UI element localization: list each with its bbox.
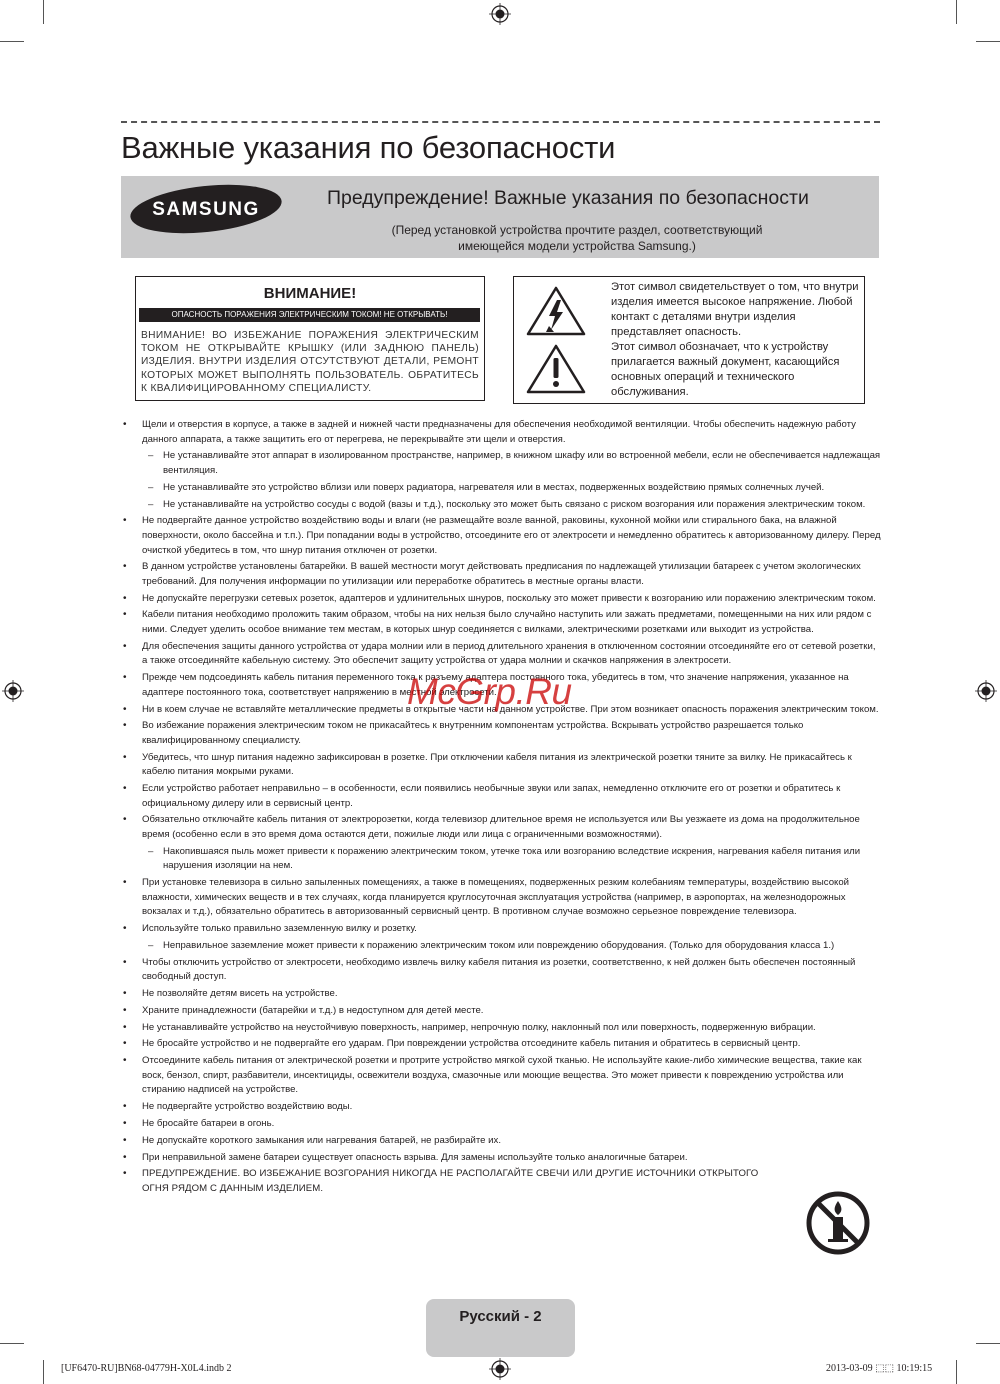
list-item: • Обязательно отключайте кабель питания от электророзетки, когда телевизор длительное время не используется или Вы уезжаете из дома на продолжительное время (особенно если в это время дома остаются дети, пожилые люди или лица с ограниченными возможностями). [121, 813, 881, 842]
list-item: • Во избежание поражения электрическим током не прикасайтесь к внутренним компонентам устройства. Вскрывать устройство разрешается только квалифицированному специалисту. [121, 719, 881, 748]
exclamation-symbol-description: Этот символ обозначает, что к устройству прилагается важный документ, касающийся основных операций и технического обслуживания. [611, 341, 840, 398]
caution-box [135, 276, 485, 401]
list-item: • Ни в коем случае не вставляйте металлические предметы в открытые части на данном устройстве. При этом возникает опасность поражения электрическим током. [121, 703, 881, 718]
no-open-flame-icon [806, 1191, 870, 1255]
sub-list-item: – Накопившаяся пыль может привести к поражению электрическим током, утечке тока или возгоранию вследствие искрения, нагревания кабеля питания или нарушения изоляции на нем. [121, 845, 881, 874]
page-number-tab [426, 1299, 575, 1357]
list-item: • Не устанавливайте устройство на неустойчивую поверхность, например, непрочную полку, наклонный пол или поверхность, подверженную вибрации. [121, 1021, 881, 1036]
watermark: McGrp.Ru [407, 671, 572, 712]
crop-mark [956, 1360, 957, 1384]
list-item: • Храните принадлежности (батарейки и т.д.) в недоступном для детей месте. [121, 1004, 881, 1019]
list-item: • Не бросайте батареи в огонь. [121, 1117, 881, 1132]
registration-mark-icon [489, 1358, 511, 1380]
title-divider [121, 121, 880, 123]
warning-symbols [524, 282, 588, 400]
list-item: • Чтобы отключить устройство от электросети, необходимо извлечь вилку кабеля питания из розетки, соответственно, к ней должен быть обеспечен постоянный свободный доступ. [121, 956, 881, 985]
sub-list-item: – Неправильное заземление может привести к поражению электрическим током или повреждению оборудования. (Только для оборудования класса 1.) [121, 939, 881, 954]
list-item: • Не подвергайте данное устройство воздействию воды и влаги (не размещайте возле ванной, раковины, кухонной мойки или стирального бака, на влажной поверхности, около бассейна и т.п.). При попадании воды в устройство, отсоедините его от электросети и немедленно обратитесь к авторизованному дилеру. Перед очисткой убедитесь в том, что шнур питания отключен от розетки. [121, 514, 881, 558]
samsung-logo [129, 184, 283, 234]
crop-mark [43, 0, 44, 24]
list-item: • Щели и отверстия в корпусе, а также в задней и нижней части предназначены для обеспечения необходимой вентиляции. Чтобы обеспечить надежную работу данного аппарата, а также защитить его от перегрева, не перекрывайте эти щели и отверстия. [121, 418, 881, 447]
sub-list-item: – Не устанавливайте этот аппарат в изолированном пространстве, например, в книжном шкафу или во встроенной мебели, если не обеспечивается надлежащая вентиляция. [121, 449, 881, 478]
registration-mark-icon [489, 3, 511, 25]
list-item: • Отсоедините кабель питания от электрической розетки и протрите устройство мягкой сухой тканью. Не используйте какие-либо химические вещества, такие как воск, бензол, спирт, разбавители, инсектициды, освежители воздуха, смазочные или моющие вещества. Это может привести к повреждению устройства или стиранию надписей на устройстве. [121, 1054, 881, 1098]
banner-subtitle: (Перед установкой устройства прочтите раздел, соответствующий имеющейся модели устройства Samsung.) [391, 223, 763, 253]
list-item: • Не допускайте перегрузки сетевых розеток, адаптеров и удлинительных шнуров, поскольку это может привести к возгоранию или поражению электрическим током. [121, 592, 881, 607]
list-item: • Не бросайте устройство и не подвергайте его ударам. При повреждении устройства отсоедините кабель питания и обратитесь в сервисный центр. [121, 1037, 881, 1052]
list-item: • Убедитесь, что шнур питания надежно зафиксирован в розетке. При отключении кабеля питания из электрической розетки тяните за вилку. Не прикасайтесь к кабелю питания мокрыми руками. [121, 751, 881, 780]
list-item: • Не допускайте короткого замыкания или нагревания батарей, не разбирайте их. [121, 1134, 881, 1149]
safety-instructions-list [121, 418, 881, 1199]
svg-text:SAMSUNG: SAMSUNG [152, 199, 260, 220]
caution-title: ВНИМАНИЕ! [263, 285, 357, 302]
footer-timestamp: 2013-03-09 ⬚⬚ 10:19:15 [826, 1363, 933, 1374]
crop-mark [0, 41, 24, 42]
caution-bar: ОПАСНОСТЬ ПОРАЖЕНИЯ ЭЛЕКТРИЧЕСКИМ ТОКОМ! НЕ ОТКРЫВАТЬ! [139, 308, 480, 322]
crop-mark [976, 41, 1000, 42]
list-item: • При установке телевизора в сильно запыленных помещениях, а также в помещениях, подверженных резким колебаниям температуры, воздействию высокой влажности, химических веществ и в тех случаях, когда планируется круглосуточная эксплуатация устройства (например, в аэропортах, на железнодорожных вокзалах и т.д.), обязательно обратитесь в авторизованный сервисный центр. В противном случае возможно серьезное повреждение телевизора. [121, 876, 881, 920]
exclamation-warning-icon [528, 346, 584, 392]
registration-mark-icon [975, 680, 997, 702]
list-item: • В данном устройстве установлены батарейки. В вашей местности могут действовать предписания по надлежащей утилизации батареек с учетом экологических требований. Для получения информации по утилизации или переработке обратитесь в местные органы власти. [121, 560, 881, 589]
list-item: • Прежде чем подсоединять кабель питания переменного тока к разъему адаптера постоянного тока, убедитесь в том, что значение напряжения, указанное на адаптере постоянного тока, соответствует напряжению в местной электросети. [121, 671, 881, 700]
banner-heading: Предупреждение! Важные указания по безопасности [327, 187, 809, 209]
footer-file-info: [UF6470-RU]BN68-04779H-X0L4.indb 2 [61, 1363, 232, 1374]
page-label: Русский - 2 [459, 1308, 542, 1325]
crop-mark [976, 1343, 1000, 1344]
warning-banner [121, 176, 879, 258]
crop-mark [0, 1343, 24, 1344]
page-title: Важные указания по безопасности [121, 130, 616, 165]
registration-mark-icon [2, 680, 24, 702]
crop-mark [43, 1360, 44, 1384]
list-item: • Кабели питания необходимо проложить таким образом, чтобы на них нельзя было случайно наступить или зажать предметами, помещенными на них или рядом с ними. Следует уделить особое внимание тем местам, в которых шнур соединяется с вилками, электрическими розетками или выходит из устройства. [121, 608, 881, 637]
lightning-warning-icon [528, 288, 584, 334]
crop-mark [956, 0, 957, 24]
list-item: • При неправильной замене батареи существует опасность взрыва. Для замены используйте только аналогичные батареи. [121, 1151, 881, 1166]
list-item: • Не позволяйте детям висеть на устройстве. [121, 987, 881, 1002]
symbols-text [611, 280, 863, 400]
symbols-box [513, 276, 865, 404]
caution-text: ВНИМАНИЕ! ВО ИЗБЕЖАНИЕ ПОРАЖЕНИЯ ЭЛЕКТРИЧЕСКИМ ТОКОМ НЕ ОТКРЫВАЙТЕ КРЫШКУ (ИЛИ ЗАДНЮЮ ПАНЕЛЬ) ИЗДЕЛИЯ. ВНУТРИ ИЗДЕЛИЯ ОТСУТСТВУЮТ ДЕТАЛИ, РЕМОНТ КОТОРЫХ МОЖЕТ ВЫПОЛНЯТЬ ПОЛЬЗОВАТЕЛЬ. ОБРАТИТЕСЬ К КВАЛИФИЦИРОВАННОМУ СПЕЦИАЛИСТУ. [141, 330, 479, 394]
list-item: • Для обеспечения защиты данного устройства от удара молнии или в период длительного хранения в отключенном состоянии отсоединяйте его от сетевой розетки, а также отсоединяйте кабельную систему. Это обеспечит защиту устройства от удара молнии и скачков напряжения в электросети. [121, 640, 881, 669]
lightning-symbol-description: Этот символ свидетельствует о том, что внутри изделия имеется высокое напряжение. Любой контакт с деталями внутри изделия представляет опасность. [611, 281, 859, 338]
list-item: • Если устройство работает неправильно – в особенности, если появились необычные звуки или запах, немедленно отключите его от розетки и обратитесь к официальному дилеру или в сервисный центр. [121, 782, 881, 811]
sub-list-item: – Не устанавливайте это устройство вблизи или поверх радиатора, нагревателя или в местах, подверженных воздействию прямых солнечных лучей. [121, 481, 881, 496]
list-item: • Не подвергайте устройство воздействию воды. [121, 1100, 881, 1115]
sub-list-item: – Не устанавливайте на устройство сосуды с водой (вазы и т.д.), поскольку это может быть связано с риском возгорания или поражения электрическим током. [121, 498, 881, 513]
fire-warning-item: • ПРЕДУПРЕЖДЕНИЕ. ВО ИЗБЕЖАНИЕ ВОЗГОРАНИЯ НИКОГДА НЕ РАСПОЛАГАЙТЕ СВЕЧИ ИЛИ ДРУГИЕ ИСТОЧНИКИ ОТКРЫТОГО ОГНЯ РЯДОМ С ДАННЫМ ИЗДЕЛИЕМ. [121, 1167, 881, 1196]
list-item: • Используйте только правильно заземленную вилку и розетку. [121, 922, 881, 937]
